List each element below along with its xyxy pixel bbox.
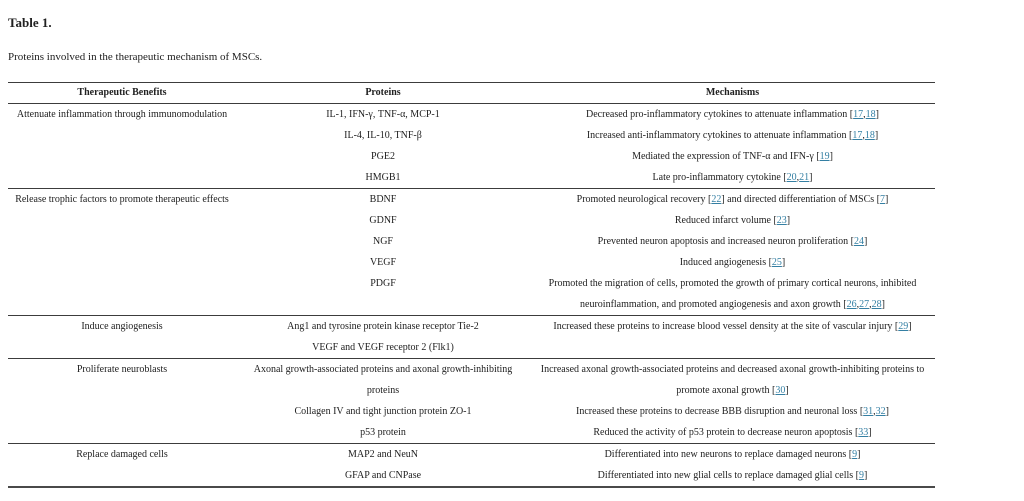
mechanism-cell: Decreased pro-inflammatory cytokines to attenuate inflammation [17,18] [530,104,935,126]
mechanism-cell [530,337,935,359]
table-row [8,316,935,338]
reference-link[interactable]: 24 [853,236,864,247]
table-row [8,189,935,211]
table-title: Table 1. [8,15,52,30]
protein-cell: Axonal growth-associated proteins and axonal growth-inhibiting proteins [236,359,530,402]
protein-cell: GFAP and CNPase [344,470,422,481]
protein-cell: MAP2 and NeuN [236,444,530,466]
reference-link[interactable]: 17 [852,130,863,141]
reference-link[interactable]: 18 [865,109,876,120]
reference-link[interactable]: 29 [898,321,909,332]
reference-link[interactable]: 23 [776,215,787,226]
reference-link[interactable]: 17 [853,109,864,120]
protein-cell: IL-1, IFN-γ, TNF-α, MCP-1 [236,104,530,126]
reference-link[interactable]: 27 [859,299,870,310]
benefit-cell: Attenuate inflammation through immunomodulation [8,104,236,189]
protein-cell: p53 protein [360,427,406,438]
reference-link[interactable]: 28 [871,299,882,310]
reference-link[interactable]: 25 [771,257,782,268]
mechanism-cell: Increased anti-inflammatory cytokines to attenuate inflammation [17,18] [586,130,879,141]
protein-cell: Collagen IV and tight junction protein ZO-1 [294,406,472,417]
reference-link[interactable]: 32 [875,406,886,417]
mechanism-cell: Mediated the expression of TNF-α and IFN-γ [19] [632,151,833,162]
protein-cell: HMGB1 [365,172,401,183]
column-header: Proteins [236,83,530,104]
reference-link[interactable]: 22 [711,194,722,205]
benefit-cell: Release trophic factors to promote therapeutic effects [8,189,236,316]
reference-link[interactable]: 19 [819,151,830,162]
protein-cell: PDGF [370,278,396,289]
mechanism-cell: Induced angiogenesis [25] [679,257,786,268]
protein-cell: Ang1 and tyrosine protein kinase receptor Tie-2 [236,316,530,338]
benefit-cell: Proliferate neuroblasts [8,359,236,444]
mechanism-cell: Reduced infarct volume [23] [674,215,791,226]
table-body [8,104,935,488]
reference-link[interactable]: 31 [863,406,874,417]
reference-link[interactable]: 9 [859,470,865,481]
column-header: Mechanisms [530,83,935,104]
protein-cell: IL-4, IL-10, TNF-β [344,130,422,141]
column-header: Therapeutic Benefits [8,83,236,104]
mechanism-cell: Differentiated into new glial cells to replace damaged glial cells [9] [597,470,868,481]
table-row [8,104,935,126]
protein-cell: BDNF [236,189,530,211]
protein-cell: PGE2 [371,151,395,162]
reference-link[interactable]: 33 [858,427,869,438]
header-row [8,83,935,104]
reference-link[interactable]: 7 [880,194,885,205]
table-row [8,444,935,466]
mechanism-cell: Promoted neurological recovery [22] and directed differentiation of MSCs [7] [530,189,935,211]
reference-link[interactable]: 26 [846,299,857,310]
mechanism-cell: Promoted the migration of cells, promoted the growth of primary cortical neurons, inhibited neuroinflammation, and promoted angiogenesis and axon growth [26,27,28] [548,278,917,310]
mechanism-cell: Prevented neuron apoptosis and increased neuron proliferation [24] [597,236,868,247]
reference-link[interactable]: 18 [864,130,875,141]
protein-cell: VEGF [369,257,397,268]
mechanism-cell: Late pro-inflammatory cytokine [20,21] [652,172,813,183]
reference-link[interactable]: 30 [775,385,786,396]
mechanism-cell: Increased these proteins to decrease BBB disruption and neuronal loss [31,32] [576,406,889,417]
reference-link[interactable]: 21 [799,172,810,183]
reference-link[interactable]: 20 [786,172,797,183]
mechanism-cell: Increased axonal growth-associated proteins and decreased axonal growth-inhibiting proteins to promote axonal growth [30] [530,359,935,402]
mechanism-cell: Increased these proteins to increase blood vessel density at the site of vascular injury [29] [530,316,935,338]
mechanism-cell: Differentiated into new neurons to replace damaged neurons [9] [530,444,935,466]
proteins-table [8,82,935,488]
protein-cell: VEGF and VEGF receptor 2 (Flk1) [312,342,454,353]
benefit-cell: Replace damaged cells [8,444,236,488]
table-caption: Proteins involved in the therapeutic mechanism of MSCs. [8,51,263,63]
table-row [8,359,935,402]
protein-cell: GDNF [369,215,397,226]
protein-cell: NGF [372,236,393,247]
benefit-cell: Induce angiogenesis [8,316,236,359]
mechanism-cell: Reduced the activity of p53 protein to decrease neuron apoptosis [33] [593,427,872,438]
table-header-row [8,83,935,104]
reference-link[interactable]: 9 [852,449,858,460]
